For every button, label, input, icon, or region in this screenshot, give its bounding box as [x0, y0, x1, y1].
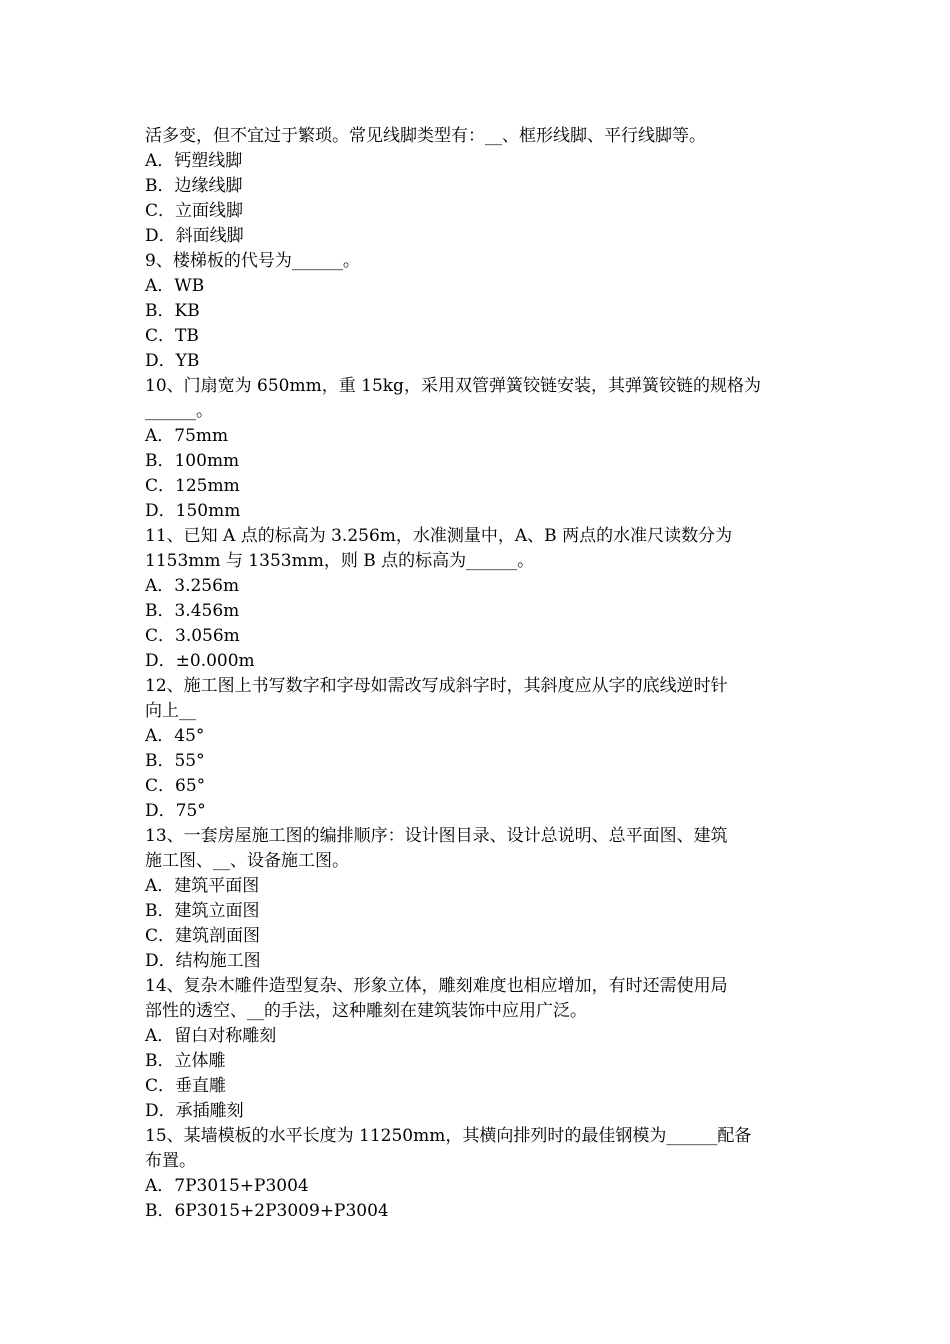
option-d: D．150mm [145, 501, 241, 521]
question-10-text-line2: ______。 [145, 401, 213, 421]
option-b: B．KB [145, 301, 200, 321]
question-14-text-line2: 部性的透空、__的手法，这种雕刻在建筑装饰中应用广泛。 [145, 1001, 587, 1021]
option-c: C．65° [145, 776, 206, 796]
option-a: A．3.256m [145, 576, 240, 596]
option-a: A．建筑平面图 [145, 876, 260, 896]
option-d: D．±0.000m [145, 651, 255, 671]
option-b: B．3.456m [145, 601, 240, 621]
option-a: A．WB [145, 276, 205, 296]
option-c: C．垂直雕 [145, 1076, 227, 1096]
option-b: B．55° [145, 751, 205, 771]
question-10-text-line1: 10、门扇宽为 650mm，重 15kg，采用双管弹簧铰链安装，其弹簧铰链的规格为 [145, 376, 761, 396]
question-13-text-line1: 13、一套房屋施工图的编排顺序：设计图目录、设计总说明、总平面图、建筑 [145, 826, 728, 846]
option-d: D．75° [145, 801, 206, 821]
document-page [145, 124, 810, 1224]
question-14-text-line1: 14、复杂木雕件造型复杂、形象立体，雕刻难度也相应增加，有时还需使用局 [145, 976, 728, 996]
question-13-text-line2: 施工图、__、设备施工图。 [145, 851, 349, 871]
option-b: B．立体雕 [145, 1051, 226, 1071]
question-12-text-line1: 12、施工图上书写数字和字母如需改写成斜字时，其斜度应从字的底线逆时针 [145, 676, 728, 696]
option-c: C．立面线脚 [145, 201, 244, 221]
option-c: C．3.056m [145, 626, 240, 646]
option-a: A．钙塑线脚 [145, 151, 243, 171]
option-c: C．建筑剖面图 [145, 926, 261, 946]
option-d: D．承插雕刻 [145, 1101, 244, 1121]
option-d: D．结构施工图 [145, 951, 261, 971]
option-d: D．YB [145, 351, 200, 371]
option-b: B．6P3015+2P3009+P3004 [145, 1201, 389, 1221]
option-d: D．斜面线脚 [145, 226, 244, 246]
question-intro-text: 活多变，但不宜过于繁琐。常见线脚类型有：__、框形线脚、平行线脚等。 [145, 126, 706, 146]
option-c: C．125mm [145, 476, 240, 496]
option-a: A．留白对称雕刻 [145, 1026, 277, 1046]
question-9-text: 9、楼梯板的代号为______。 [145, 251, 360, 271]
option-b: B．100mm [145, 451, 240, 471]
option-b: B．建筑立面图 [145, 901, 260, 921]
option-b: B．边缘线脚 [145, 176, 243, 196]
question-15-text-line2: 布置。 [145, 1151, 196, 1171]
option-a: A．75mm [145, 426, 229, 446]
question-15-text-line1: 15、某墙模板的水平长度为 11250mm，其横向排列时的最佳钢模为______配备 [145, 1126, 752, 1146]
option-a: A．7P3015+P3004 [145, 1176, 309, 1196]
question-11-text-line2: 1153mm 与 1353mm，则 B 点的标高为______。 [145, 551, 535, 571]
question-12-text-line2: 向上__ [145, 701, 196, 721]
question-11-text-line1: 11、已知 A 点的标高为 3.256m，水准测量中，A、B 两点的水准尺读数分为 [145, 526, 733, 546]
option-c: C．TB [145, 326, 199, 346]
option-a: A．45° [145, 726, 205, 746]
